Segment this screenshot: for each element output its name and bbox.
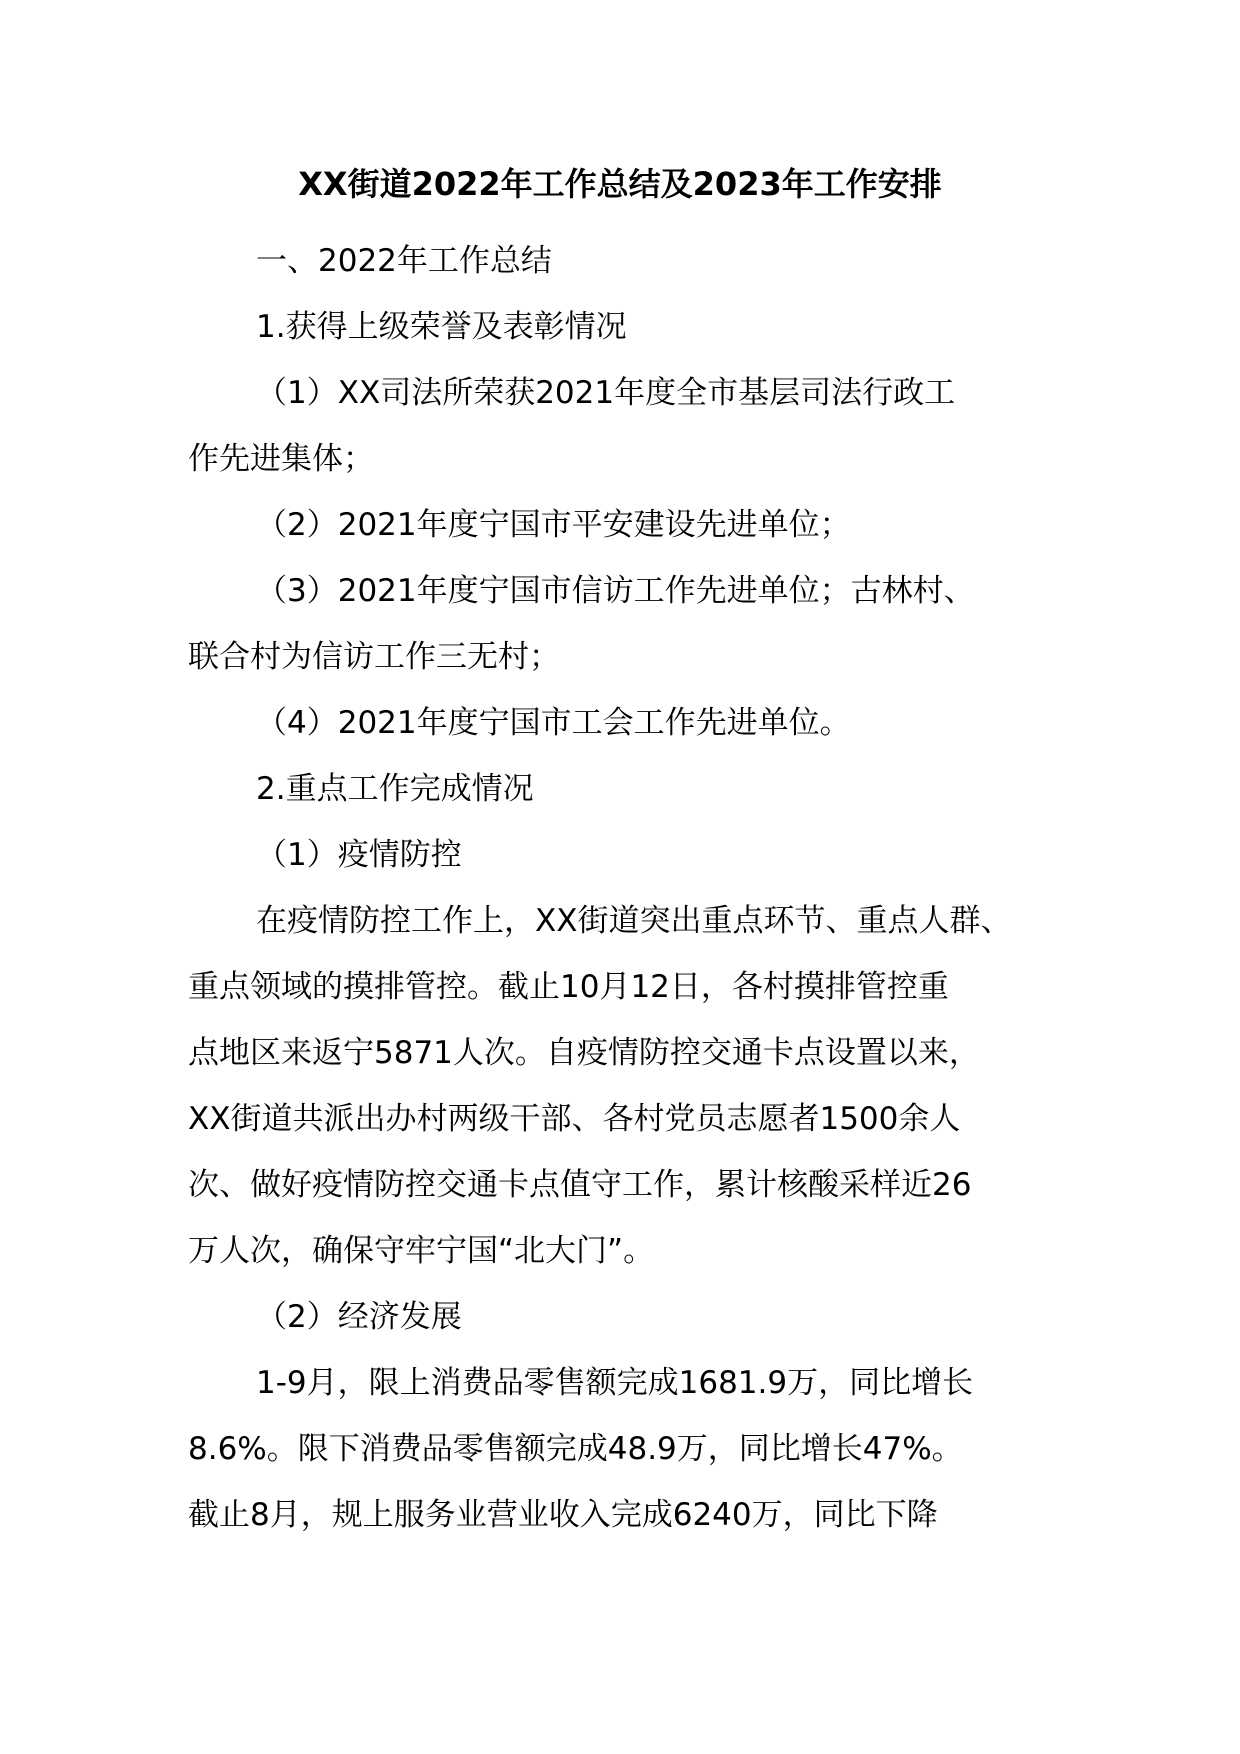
- honor-item-1: [188, 360, 1068, 492]
- subheading-economy: [188, 1284, 1068, 1350]
- text-line: 点地区来返宁5871人次。自疫情防控交通卡点设置以来，: [188, 1035, 980, 1071]
- section-heading-summary: [188, 228, 1068, 294]
- text-line: XX街道共派出办村两级干部、各村党员志愿者1500余人: [188, 1101, 961, 1137]
- subheading-honors: [188, 294, 1068, 360]
- paragraph-epidemic: [188, 888, 1068, 1284]
- text-line: 1.获得上级荣誉及表彰情况: [256, 309, 627, 345]
- paragraph-economy: [188, 1350, 1068, 1548]
- honor-item-3: [188, 558, 1068, 690]
- text-line: 重点领域的摸排管控。截止10月12日，各村摸排管控重: [188, 969, 949, 1005]
- honor-item-4: [188, 690, 1068, 756]
- text-line: （3）2021年度宁国市信访工作先进单位；古林村、: [256, 573, 975, 609]
- text-line: 8.6%。限下消费品零售额完成48.9万，同比增长47%。: [188, 1431, 963, 1467]
- document-body: [188, 228, 1068, 1548]
- text-line: 在疫情防控工作上，XX街道突出重点环节、重点人群、: [256, 903, 1012, 939]
- subheading-epidemic: [188, 822, 1068, 888]
- honor-item-2: [188, 492, 1068, 558]
- text-line: （4）2021年度宁国市工会工作先进单位。: [256, 705, 851, 741]
- text-line: （2）经济发展: [256, 1299, 462, 1335]
- text-line: 作先进集体；: [188, 441, 374, 477]
- text-line: 一、2022年工作总结: [256, 243, 552, 279]
- text-line: 截止8月，规上服务业营业收入完成6240万，同比下降: [188, 1497, 938, 1533]
- subheading-key-work: [188, 756, 1068, 822]
- text-line: 1-9月，限上消费品零售额完成1681.9万，同比增长: [256, 1365, 974, 1401]
- document-title: XX街道2022年工作总结及2023年工作安排: [298, 165, 942, 203]
- text-line: 万人次，确保守牢宁国“北大门”。: [188, 1233, 655, 1269]
- text-line: 次、做好疫情防控交通卡点值守工作，累计核酸采样近26: [188, 1167, 972, 1203]
- text-line: （1）XX司法所荣获2021年度全市基层司法行政工: [256, 375, 956, 411]
- text-line: （2）2021年度宁国市平安建设先进单位；: [256, 507, 851, 543]
- text-line: 联合村为信访工作三无村；: [188, 639, 560, 675]
- text-line: （1）疫情防控: [256, 837, 462, 873]
- text-line: 2.重点工作完成情况: [256, 771, 534, 807]
